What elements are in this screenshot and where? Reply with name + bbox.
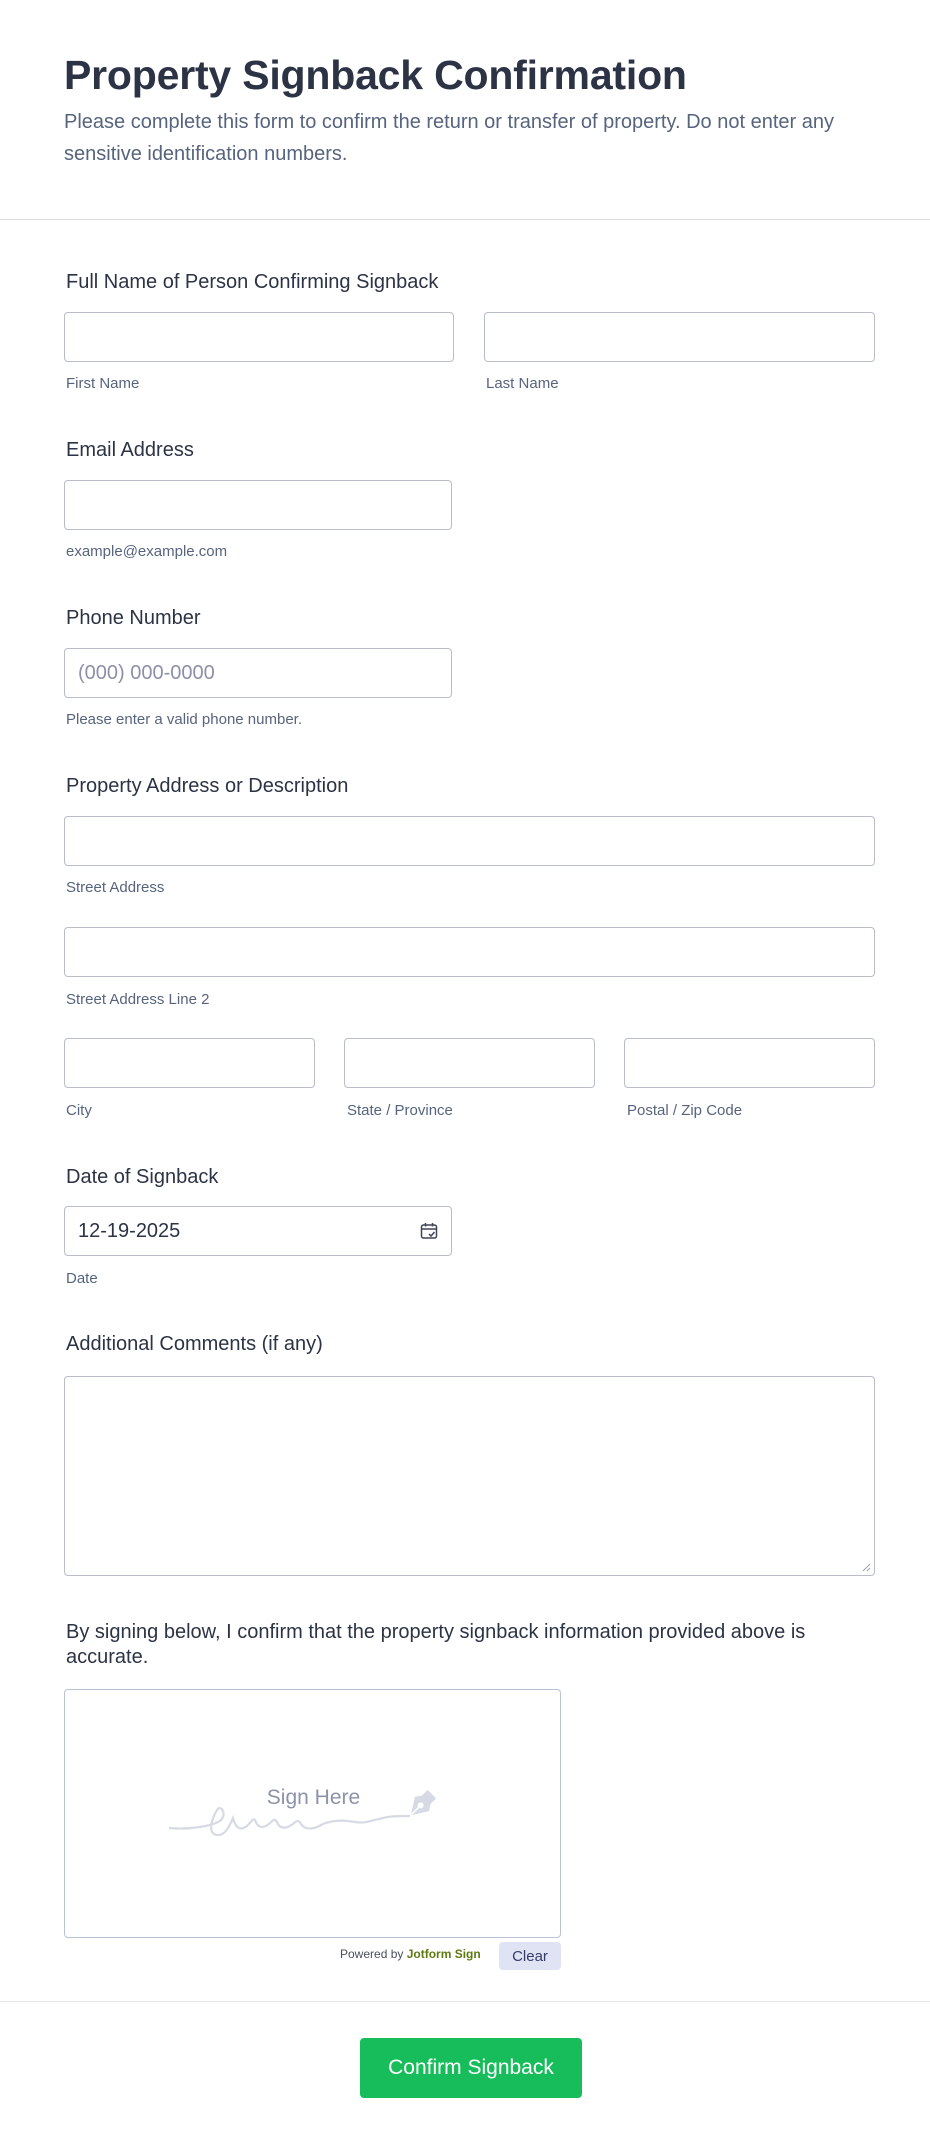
state-input[interactable] — [344, 1038, 595, 1088]
street-address-input[interactable] — [64, 816, 875, 866]
first-name-input[interactable] — [64, 312, 454, 362]
resize-handle-icon[interactable] — [861, 1562, 871, 1572]
street-address-line2-input[interactable] — [64, 927, 875, 977]
last-name-sublabel: Last Name — [486, 375, 559, 392]
state-sublabel: State / Province — [347, 1102, 453, 1119]
date-input[interactable] — [64, 1206, 452, 1256]
email-input[interactable] — [64, 480, 452, 530]
last-name-input[interactable] — [484, 312, 875, 362]
calendar-icon[interactable] — [419, 1221, 439, 1241]
clear-signature-button[interactable]: Clear — [499, 1942, 561, 1970]
powered-by-text — [340, 1947, 481, 1961]
page-title: Property Signback Confirmation — [64, 52, 687, 98]
street-address-sublabel: Street Address — [66, 879, 165, 896]
address-label: Property Address or Description — [66, 775, 349, 797]
confirm-signback-button[interactable]: Confirm Signback — [360, 2038, 582, 2098]
page-subtitle: Please complete this form to confirm the return or transfer of property. Do not enter any sensitive identification numbers. — [64, 111, 834, 165]
first-name-sublabel: First Name — [66, 375, 140, 392]
phone-input[interactable] — [64, 648, 452, 698]
sign-here-placeholder: Sign Here — [266, 1786, 361, 1809]
pen-nib-icon — [402, 1784, 442, 1824]
footer-divider — [0, 2001, 930, 2002]
signature-pad[interactable] — [64, 1689, 561, 1938]
jotform-sign-brand: Jotform Sign — [406, 1947, 481, 1961]
zip-sublabel: Postal / Zip Code — [627, 1102, 743, 1119]
date-sublabel: Date — [66, 1270, 98, 1287]
email-label: Email Address — [66, 439, 194, 461]
email-sublabel: example@example.com — [66, 543, 228, 560]
comments-textarea[interactable] — [64, 1376, 875, 1576]
form-header — [0, 0, 930, 220]
phone-sublabel: Please enter a valid phone number. — [66, 711, 302, 728]
street-address-line2-sublabel: Street Address Line 2 — [66, 991, 210, 1008]
phone-label: Phone Number — [66, 607, 201, 629]
date-label: Date of Signback — [66, 1166, 219, 1188]
city-input[interactable] — [64, 1038, 315, 1088]
signature-label: By signing below, I confirm that the property signback information provided above is accurate. — [66, 1621, 806, 1668]
full-name-label: Full Name of Person Confirming Signback — [66, 271, 439, 293]
date-value: 12-19-2025 — [78, 1220, 181, 1242]
zip-input[interactable] — [624, 1038, 875, 1088]
city-sublabel: City — [66, 1102, 92, 1119]
comments-label: Additional Comments (if any) — [66, 1333, 323, 1355]
powered-by-prefix: Powered by — [340, 1947, 404, 1961]
